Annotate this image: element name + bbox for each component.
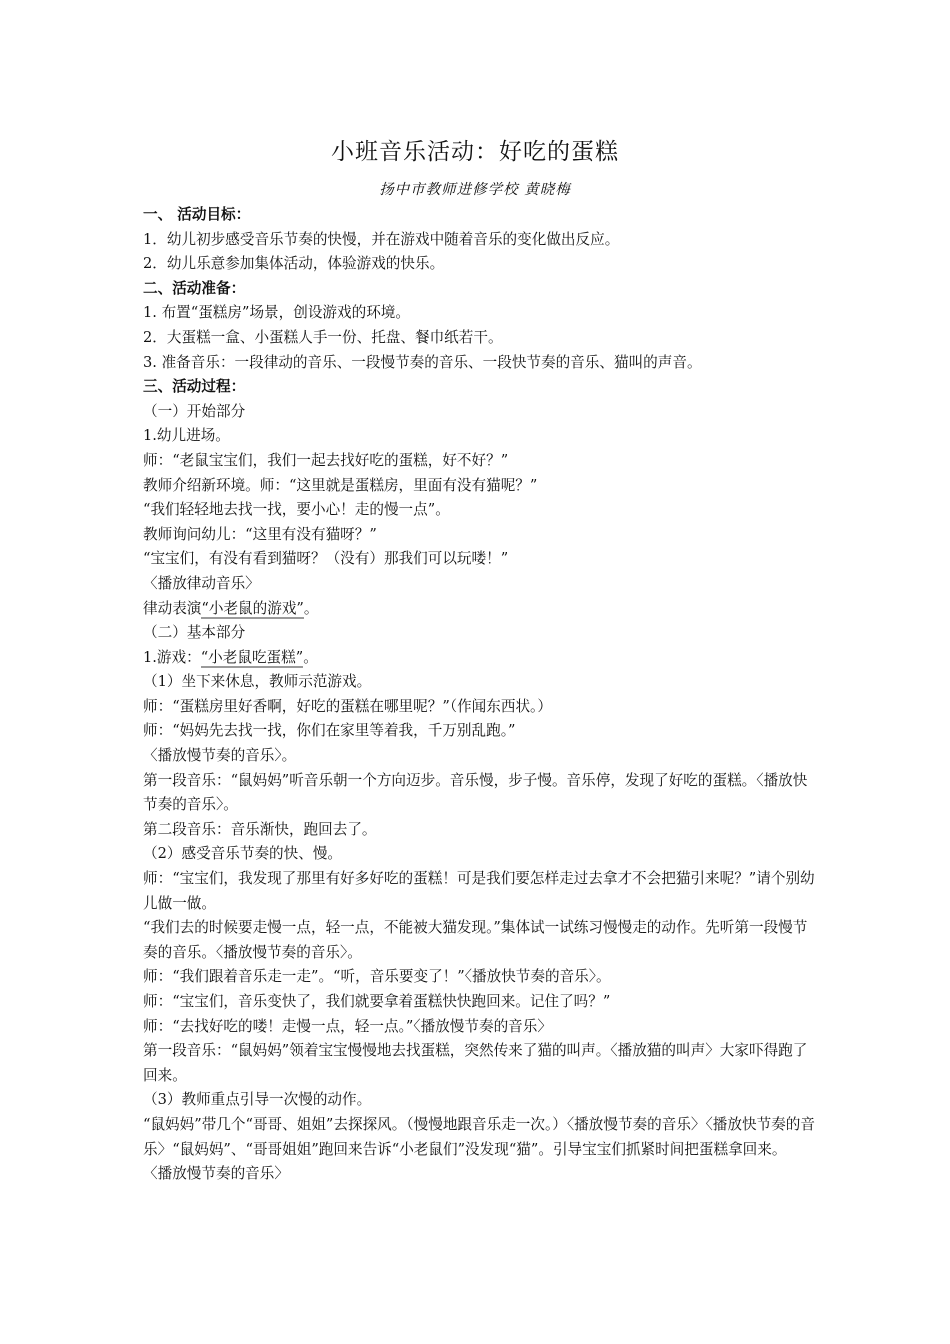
paragraph: 师：“蛋糕房里好香啊，好吃的蛋糕在哪里呢？”（作闻东西状。） <box>143 697 552 715</box>
document-body <box>143 203 815 1187</box>
paragraph: 第二段音乐：音乐渐快，跑回去了。 <box>143 820 377 838</box>
paragraph: 教师介绍新环境。师：“这里就是蛋糕房，里面有没有猫呢？” <box>143 476 538 494</box>
paragraph: 师：“妈妈先去找一找，你们在家里等着我，千万别乱跑。” <box>143 722 516 740</box>
section-heading-goals: 一、 活动目标： <box>143 206 251 223</box>
paragraph: 2．大蛋糕一盒、小蛋糕人手一份、托盘、餐巾纸若干。 <box>143 328 503 346</box>
paragraph: （3）教师重点引导一次慢的动作。 <box>143 1091 372 1109</box>
underlined-game-name: “小老鼠吃蛋糕” <box>200 648 304 666</box>
paragraph: 1. 布置“蛋糕房”场景，创设游戏的环境。 <box>143 304 410 322</box>
text-segment: 律动表演 <box>143 599 202 617</box>
paragraph: 第一段音乐：“鼠妈妈”领着宝宝慢慢地去找蛋糕，突然传来了猫的叫声。〈播放猫的叫声〉大家吓得跑了回来。 <box>143 1042 808 1084</box>
paragraph: 2．幼儿乐意参加集体活动，体验游戏的快乐。 <box>143 255 445 273</box>
paragraph: 3. 准备音乐：一段律动的音乐、一段慢节奏的音乐、一段快节奏的音乐、猫叫的声音。 <box>143 353 702 371</box>
paragraph: “鼠妈妈”带几个“哥哥、姐姐”去探探风。（慢慢地跟音乐走一次。）〈播放慢节奏的音乐〉〈播放快节奏的音乐〉“鼠妈妈”、“哥哥姐姐”跑回来告诉“小老鼠们”没发现“猫”。引导宝宝们抓紧时间把蛋糕拿回来。 <box>143 1115 815 1158</box>
document-title: 小班音乐活动：好吃的蛋糕 <box>331 139 619 165</box>
section-heading-process: 三、活动过程： <box>143 378 246 396</box>
paragraph: 第一段音乐：“鼠妈妈”听音乐朝一个方向迈步。音乐慢，步子慢。音乐停，发现了好吃的蛋糕。〈播放快节奏的音乐〉。 <box>143 771 808 814</box>
paragraph: “宝宝们，有没有看到猫呀？（没有）那我们可以玩喽！” <box>143 550 509 568</box>
paragraph: 〈播放慢节奏的音乐〉 <box>143 1165 289 1183</box>
paragraph: （2）感受音乐节奏的快、慢。 <box>143 845 343 863</box>
underlined-game-name: “小老鼠的游戏” <box>201 599 304 617</box>
paragraph: 师：“老鼠宝宝们，我们一起去找好吃的蛋糕，好不好？” <box>143 451 509 469</box>
paragraph: （1）坐下来休息，教师示范游戏。 <box>143 673 372 691</box>
paragraph: 师：“去找好吃的喽！走慢一点，轻一点。”〈播放慢节奏的音乐〉 <box>143 1017 552 1035</box>
subsection-heading: （二）基本部分 <box>143 624 246 642</box>
paragraph: 1.幼儿进场。 <box>143 427 230 445</box>
document-author: 扬中市教师进修学校 黄晓梅 <box>379 182 571 198</box>
paragraph-game <box>143 646 815 671</box>
paragraph: 1．幼儿初步感受音乐节奏的快慢，并在游戏中随着音乐的变化做出反应。 <box>143 230 620 248</box>
paragraph: “我们轻轻地去找一找，要小心！走的慢一点”。 <box>143 501 450 519</box>
paragraph: 师：“宝宝们，音乐变快了，我们就要拿着蛋糕快快跑回来。记住了吗？” <box>143 993 611 1010</box>
paragraph: 〈播放慢节奏的音乐〉。 <box>143 747 297 765</box>
text-segment: 。 <box>303 599 319 617</box>
section-heading-preparation: 二、活动准备： <box>143 279 246 297</box>
paragraph: “我们去的时候要走慢一点，轻一点，不能被大猫发现。”集体试一试练习慢慢走的动作。先听第一段慢节奏的音乐。〈播放慢节奏的音乐〉。 <box>143 919 808 961</box>
subsection-heading: （一）开始部分 <box>143 402 246 420</box>
text-segment: 。 <box>303 648 318 666</box>
paragraph: 教师询问幼儿：“这里有没有猫呀？” <box>143 525 377 543</box>
paragraph: 师：“我们跟着音乐走一走”。“听，音乐要变了！”〈播放快节奏的音乐〉。 <box>143 968 611 986</box>
paragraph: 〈播放律动音乐〉 <box>143 574 260 592</box>
text-segment: 1.游戏： <box>143 648 201 666</box>
paragraph-rhythm-performance <box>143 597 815 622</box>
paragraph: 师：“宝宝们，我发现了那里有好多好吃的蛋糕！可是我们要怎样走过去拿才不会把猫引来呢？”请个别幼儿做一做。 <box>143 870 815 912</box>
